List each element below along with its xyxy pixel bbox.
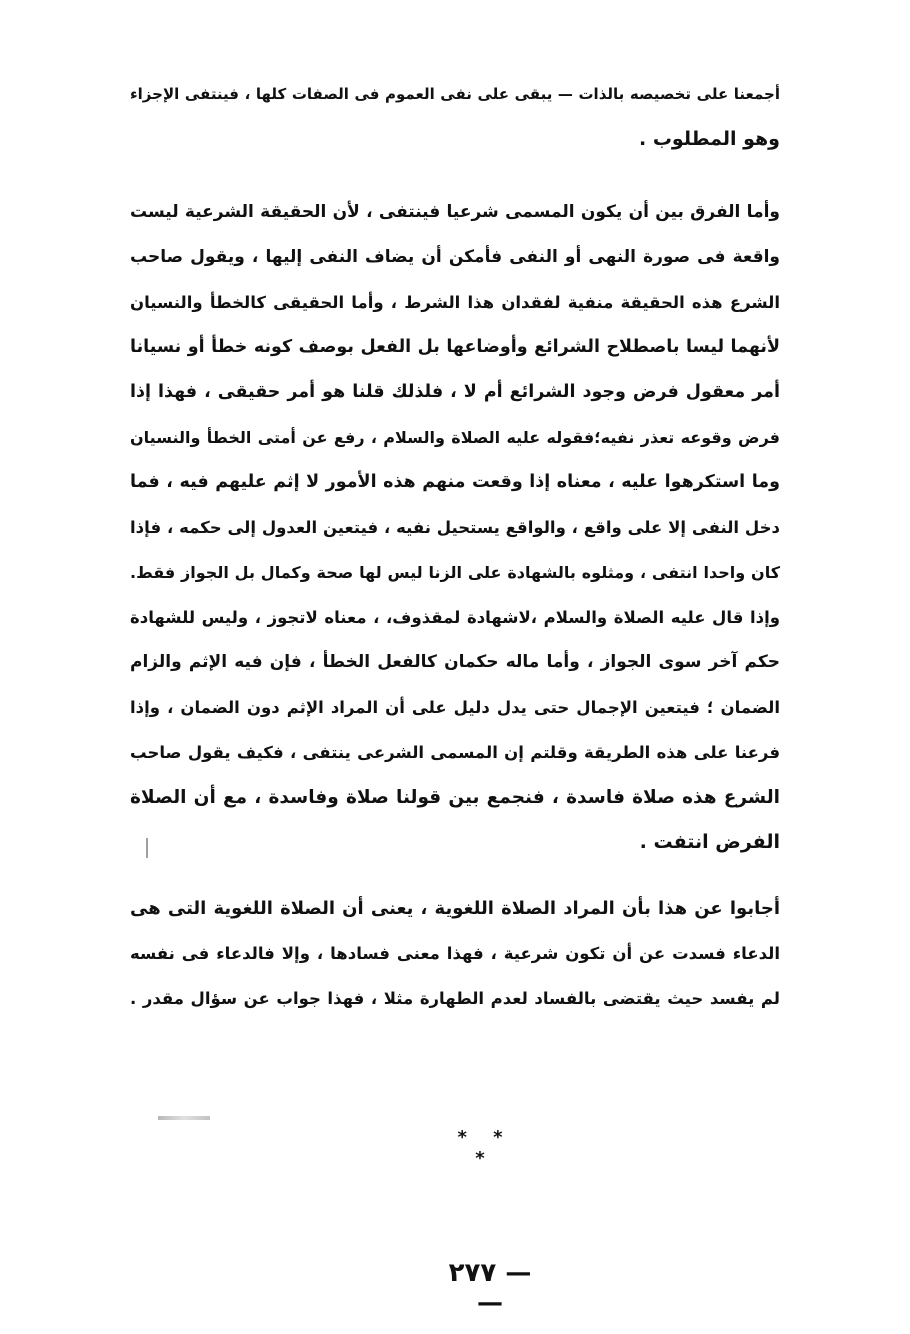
text-line: فرض وقوعه تعذر نفيه؛فقوله عليه الصلاة والسلام ، رفع عن أمتى الخطأ والنسيان (130, 428, 780, 447)
text-line: الضمان ؛ فيتعين الإجمال حتى يدل دليل على أن المراد الإثم دون الضمان ، وإذا (130, 698, 780, 717)
text-line: فرعنا على هذه الطريقة وقلتم إن المسمى الشرعى ينتفى ، فكيف يقول صاحب (130, 743, 780, 762)
text-line: أجابوا عن هذا بأن المراد الصلاة اللغوية ، يعنى أن الصلاة اللغوية التى هى (130, 898, 780, 919)
text-line: لأنهما ليسا باصطلاح الشرائع وأوضاعها بل الفعل بوصف كونه خطأ أو نسيانا (130, 337, 780, 357)
paragraph-2 (130, 190, 780, 865)
margin-mark (146, 838, 148, 858)
text-line: وما استكرهوا عليه ، معناه إذا وقعت منهم هذه الأمور لا إثم عليهم فيه ، فما (130, 472, 780, 492)
text-line: الدعاء فسدت عن أن تكون شرعية ، فهذا معنى فسادها ، وإلا فالدعاء فى نفسه (130, 944, 780, 963)
text-line: وهو المطلوب . (639, 128, 780, 150)
text-line: واقعة فى صورة النهى أو النفى فأمكن أن يضاف النفى إليها ، ويقول صاحب (130, 247, 780, 267)
page-number: — ٢٧٧ — (448, 1258, 532, 1318)
text-line: حكم آخر سوى الجواز ، وأما ماله حكمان كالفعل الخطأ ، فإن فيه الإثم والزام (130, 652, 780, 672)
text-line: الفرض انتفت . (639, 831, 780, 853)
text-line: وإذا قال عليه الصلاة والسلام ،لاشهادة لمقذوف، ، معناه لاتجوز ، وليس للشهادة (130, 608, 780, 627)
paragraph-1 (130, 72, 780, 162)
text-line: الشرع هذه صلاة فاسدة ، فنجمع بين قولنا صلاة وفاسدة ، مع أن الصلاة (130, 787, 780, 808)
text-line: أمر معقول فرض وجود الشرائع أم لا ، فلذلك قلنا هو أمر حقيقى ، فهذا إذا (130, 382, 780, 402)
text-line: الشرع هذه الحقيقة منفية لفقدان هذا الشرط ، وأما الحقيقى كالخطأ والنسيان (130, 293, 780, 312)
text-line: أجمعنا على تخصيصه بالذات — يبقى على نفى العموم فى الصفات كلها ، فينتفى الإجزاء (130, 85, 780, 103)
paragraph-3 (130, 886, 780, 1021)
text-line: دخل النفى إلا على واقع ، والواقع يستحيل نفيه ، فيتعين العدول إلى حكمه ، فإذا (130, 518, 780, 537)
text-line: وأما الفرق بين أن يكون المسمى شرعيا فينتفى ، لأن الحقيقة الشرعية ليست (130, 202, 780, 222)
text-line: كان واحدا انتفى ، ومثلوه بالشهادة على الزنا ليس لها صحة وكمال بل الجواز فقط. (130, 563, 780, 582)
section-separator: * * * (457, 1127, 513, 1169)
ink-smudge (158, 1116, 210, 1120)
text-line: لم يفسد حيث يقتضى بالفساد لعدم الطهارة مثلا ، فهذا جواب عن سؤال مقدر . (130, 989, 780, 1008)
